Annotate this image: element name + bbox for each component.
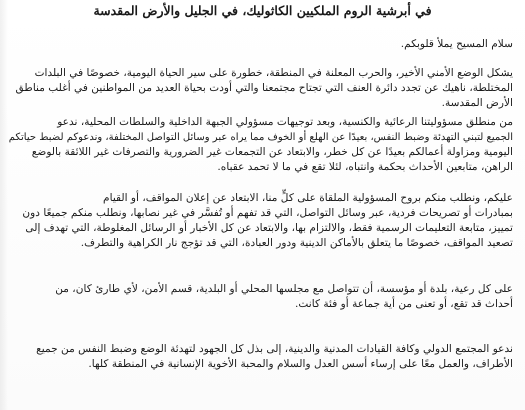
paragraph-line: الأرض المقدسة. (441, 97, 513, 109)
greeting-text: سلام المسيح يملأ قلوبكم. (400, 38, 513, 50)
paragraph-line: الجميع لتبني التهدئة وضبط النفس، بعيدًا عن الهلع أو الخوف مما يراه عبر وسائل التواصل المختلفة، وندعوكم لضبط حياتكم (8, 132, 513, 143)
paragraph-line: تمييز، متابعة التعليمات الرسمية فقط، والالتزام بها، والابتعاد عن كل الأخبار أو الرسائل المغلوطة، التي تهدف إلى (25, 222, 513, 234)
paragraph-line: من منطلق مسؤوليتنا الرعائية والكنسية، وبعد توجيهات مسؤولي الجبهة الداخلية والسلطات المحلية، ندعو (57, 116, 513, 128)
page-shadow (0, 0, 8, 410)
paragraph-line: الراهن، متابعين الأحداث بحكمة وانتباه، لئلا تقع في ما لا تحمد عقباه. (217, 161, 513, 173)
paragraph-line: بمبادرات أو تصريحات فردية، عبر وسائل التواصل، التي قد تفهم أو تُفسَّر في غير نصابها، ونطلب منكم جميعًا دون (22, 207, 513, 219)
paragraph-line: اليومية ومزاولة أعمالكم بعيدًا عن كل خطر، والابتعاد عن التجمعات غير الضرورية والتصرفات غير اللائقة بالوضع (31, 146, 513, 158)
paragraph-line: يشكل الوضع الأمني الأخير، والحرب المعلنة في المنطقة، خطورة على سير الحياة اليومية، خصوصًا في البلدات (34, 67, 513, 79)
paragraph-line: أحداث قد تقع، أو تعنى من أية جماعة أو فئة كانت. (295, 298, 513, 310)
paragraph-line: المختلطة، ناهيك عن تجدد دائرة العنف التي تجتاح مجتمعنا والتي أودت بحياة العديد من المواطنين في أغلب مناطق (15, 82, 513, 94)
paragraph-line: على كل رعية، بلدة أو مؤسسة، أن تتواصل مع مجلسها المحلي أو البلدية، قسم الأمن، لأي طارئ كان، من (55, 283, 513, 295)
paragraph-line: الأطراف، والعمل معًا على إرساء أسس العدل والسلام والمحبة الأخوية الإنسانية في المنطقة كلها. (88, 358, 513, 370)
letter-title: في أبرشية الروم الملكيين الكاثوليك، في الجليل والأرض المقدسة (93, 3, 432, 18)
paragraph-line: عليكم، ونطلب منكم بروح المسؤولية الملقاة على كلٍّ منا، الابتعاد عن إعلان المواقف، أو القيام (103, 192, 513, 204)
paragraph-line: ندعو المجتمع الدولي وكافة القيادات المدنية والدينية، إلى بذل كل الجهود لتهدئة الوضع وضبط النفس من جميع (36, 343, 513, 355)
paragraph-line: تصعيد المواقف، خصوصًا ما يتعلق بالأماكن الدينية ودور العبادة، التي قد تؤجج نار الكراهية والتطرف. (80, 237, 513, 249)
